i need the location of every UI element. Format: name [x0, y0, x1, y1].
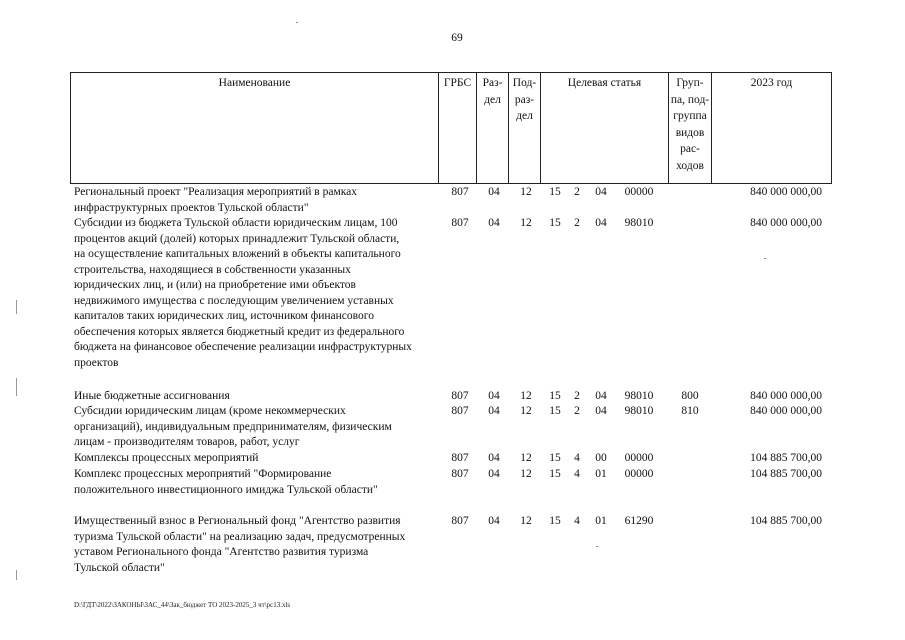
- row-podrazdel: 12: [520, 390, 532, 402]
- row-grbs: 807: [451, 186, 469, 198]
- row-name-line: Комплекс процессных мероприятий "Формирование: [74, 468, 332, 480]
- row-grbs: 807: [451, 468, 469, 480]
- row-podrazdel: 12: [520, 468, 532, 480]
- header-name: [71, 73, 439, 183]
- row-target-direction: 00000: [624, 186, 654, 198]
- header-year: [712, 73, 831, 183]
- header-name-label: Наименование: [218, 77, 291, 89]
- row-target-direction: 98010: [624, 390, 654, 402]
- row-target-direction: 98010: [624, 217, 654, 229]
- row-grbs: 807: [451, 452, 469, 464]
- row-podrazdel: 12: [520, 217, 532, 229]
- row-grbs: 807: [451, 217, 469, 229]
- row-target-element: 04: [595, 405, 607, 417]
- row-target-element: 04: [595, 390, 607, 402]
- row-razdel: 04: [488, 452, 500, 464]
- row-razdel: 04: [488, 186, 500, 198]
- row-name: [74, 514, 436, 576]
- row-razdel: 04: [488, 515, 500, 527]
- row-name-line: обеспечения которых является бюджетный кредит из федерального: [74, 325, 405, 338]
- row-target-direction: 98010: [624, 405, 654, 417]
- row-vr: 810: [681, 405, 699, 417]
- row-name-line: юридических лиц, и (или) на приобретение ими объектов: [74, 279, 356, 291]
- row-target-program: 15: [549, 515, 561, 527]
- row-target-type: 4: [574, 452, 580, 464]
- row-target-direction: 00000: [624, 468, 654, 480]
- row-name-line: Региональный проект "Реализация мероприятий в рамках: [74, 186, 358, 198]
- header-year-label: 2023 год: [750, 77, 793, 89]
- row-name-line: Имущественный взнос в Региональный фонд "Агентство развития: [74, 515, 401, 527]
- row-target-element: 04: [595, 217, 607, 229]
- row-target-program: 15: [549, 452, 561, 464]
- row-sum: 840 000 000,00: [750, 390, 822, 402]
- row-sum: 840 000 000,00: [750, 186, 822, 198]
- header-vr-line: ходов: [676, 159, 704, 172]
- header-grbs: [439, 73, 477, 183]
- row-name-line: строительства, находящиеся в собственности указанных: [74, 263, 351, 276]
- header-target-label: Целевая статья: [567, 77, 642, 89]
- row-name: [74, 404, 436, 451]
- row-razdel: 04: [488, 390, 500, 402]
- row-name-line: процентов акций (долей) которых принадлежит Тульской области,: [74, 232, 400, 245]
- row-sum: 104 885 700,00: [750, 468, 822, 480]
- header-vr-line: па, под-: [670, 93, 710, 106]
- row-grbs: 807: [451, 515, 469, 527]
- row-name-line: Субсидии из бюджета Тульской области юридическим лицам, 100: [74, 217, 398, 229]
- header-vr-line: видов: [675, 126, 705, 139]
- row-target-element: 00: [595, 452, 607, 464]
- file-path-footer: D:\ГДТ\2022\ЗАКОНЫ\ЗАС_44\Зак_бюджет ТО 2023-2025_3 чт\рс13.xls: [74, 601, 291, 609]
- row-name-line: недвижимого имущества с последующим увеличением уставных: [74, 294, 394, 307]
- row-name-line: инфраструктурных проектов Тульской области": [74, 201, 309, 214]
- row-target-direction: 61290: [624, 515, 654, 527]
- header-vr: [669, 73, 712, 183]
- row-target-element: 01: [595, 515, 607, 527]
- row-name-line: Комплексы процессных мероприятий: [74, 452, 259, 464]
- scan-speck: [596, 546, 598, 547]
- row-name: [74, 389, 436, 405]
- row-target-direction: 00000: [624, 452, 654, 464]
- header-target: [541, 73, 669, 183]
- scan-mark: [16, 378, 17, 396]
- scan-speck: [296, 22, 298, 23]
- row-name-line: капиталов таких юридических лиц, источником финансового: [74, 310, 374, 322]
- header-podrazdel-line: дел: [516, 110, 533, 122]
- row-target-type: 2: [574, 217, 580, 229]
- row-target-type: 2: [574, 405, 580, 417]
- row-name-line: на осуществление капитальных вложений в объекты капитального: [74, 248, 401, 260]
- header-vr-line: Груп-: [676, 77, 704, 89]
- row-podrazdel: 12: [520, 515, 532, 527]
- row-target-element: 04: [595, 186, 607, 198]
- row-target-program: 15: [549, 186, 561, 198]
- scan-mark: [16, 570, 17, 580]
- row-name: [74, 451, 436, 467]
- row-target-type: 2: [574, 186, 580, 198]
- table-header: [70, 72, 832, 184]
- header-razdel-line: дел: [484, 93, 501, 106]
- scan-mark: [16, 300, 17, 314]
- row-sum: 840 000 000,00: [750, 217, 822, 229]
- row-target-program: 15: [549, 468, 561, 480]
- row-grbs: 807: [451, 405, 469, 417]
- scan-speck: [764, 258, 766, 259]
- row-sum: 104 885 700,00: [750, 515, 822, 527]
- row-name-line: туризма Тульской области" на реализацию задач, предусмотренных: [74, 530, 406, 543]
- row-name-line: бюджета на финансовое обеспечение реализации инфраструктурных: [74, 341, 412, 353]
- row-name-line: проектов: [74, 356, 119, 369]
- header-vr-line: группа: [673, 110, 707, 122]
- header-razdel: [477, 73, 509, 183]
- row-name-line: уставом Регионального фонда "Агентство развития туризма: [74, 546, 369, 558]
- row-name: [74, 185, 436, 216]
- row-name-line: лицам - производителям товаров, работ, услуг: [74, 436, 300, 448]
- row-target-program: 15: [549, 405, 561, 417]
- row-name-line: положительного инвестиционного имиджа Тульской области": [74, 483, 378, 496]
- page-number: 69: [451, 32, 463, 44]
- row-razdel: 04: [488, 468, 500, 480]
- header-grbs-label: ГРБС: [443, 77, 472, 89]
- row-target-program: 15: [549, 217, 561, 229]
- row-target-program: 15: [549, 390, 561, 402]
- row-sum: 840 000 000,00: [750, 405, 822, 417]
- row-podrazdel: 12: [520, 452, 532, 464]
- row-target-type: 4: [574, 515, 580, 527]
- header-podrazdel-line: Под-: [512, 77, 537, 89]
- row-razdel: 04: [488, 217, 500, 229]
- row-name-line: Тульской области": [74, 561, 165, 574]
- row-target-type: 4: [574, 468, 580, 480]
- row-name-line: Субсидии юридическим лицам (кроме некоммерческих: [74, 405, 346, 417]
- header-podrazdel-line: раз-: [514, 93, 535, 106]
- row-name-line: Иные бюджетные ассигнования: [74, 390, 230, 402]
- row-vr: 800: [681, 390, 699, 402]
- row-podrazdel: 12: [520, 405, 532, 417]
- row-target-element: 01: [595, 468, 607, 480]
- row-razdel: 04: [488, 405, 500, 417]
- header-podrazdel: [509, 73, 541, 183]
- row-name: [74, 467, 436, 498]
- row-target-type: 2: [574, 390, 580, 402]
- row-name-line: организаций), индивидуальным предпринимателям, физическим: [74, 420, 392, 433]
- row-name: [74, 216, 436, 371]
- row-sum: 104 885 700,00: [750, 452, 822, 464]
- header-vr-line: рас-: [680, 143, 700, 155]
- header-razdel-line: Раз-: [482, 77, 503, 89]
- row-podrazdel: 12: [520, 186, 532, 198]
- row-grbs: 807: [451, 390, 469, 402]
